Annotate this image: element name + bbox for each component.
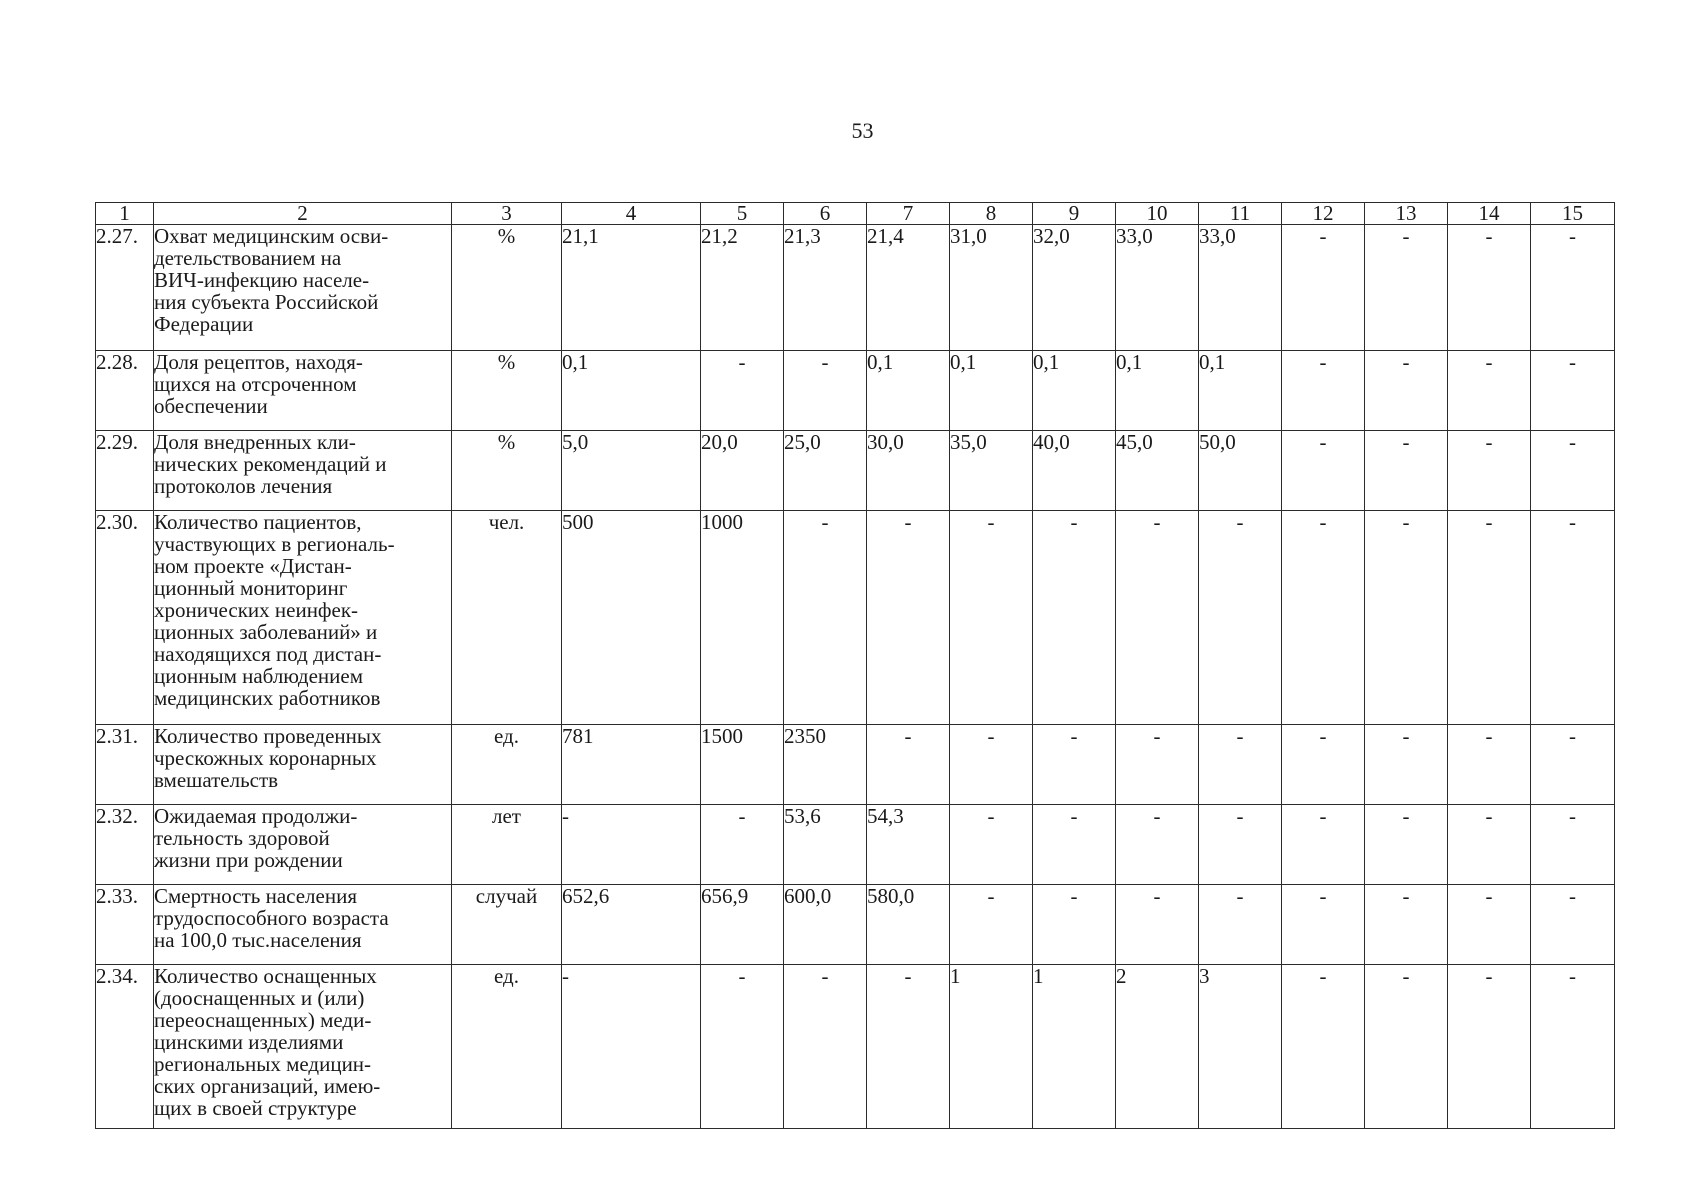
indicator-unit: ед.	[452, 725, 562, 805]
value-cell: 21,4	[867, 225, 950, 351]
value-cell: -	[1365, 805, 1448, 885]
table-row	[96, 885, 1615, 965]
value-cell: -	[701, 965, 784, 1129]
value-cell: -	[784, 351, 867, 431]
value-cell: 32,0	[1033, 225, 1116, 351]
value-cell: -	[1448, 511, 1531, 725]
column-header: 1	[96, 203, 154, 225]
table-row	[96, 511, 1615, 725]
value-cell: -	[562, 805, 701, 885]
indicator-name: Доля рецептов, находя- щихся на отсроченном обеспечении	[154, 351, 452, 431]
value-cell: 2350	[784, 725, 867, 805]
column-header: 5	[701, 203, 784, 225]
row-number: 2.28.	[96, 351, 154, 431]
indicator-unit: случай	[452, 885, 562, 965]
value-cell: -	[1033, 885, 1116, 965]
value-cell: -	[1199, 805, 1282, 885]
value-cell: 656,9	[701, 885, 784, 965]
value-cell: -	[784, 511, 867, 725]
row-number: 2.27.	[96, 225, 154, 351]
value-cell: 21,2	[701, 225, 784, 351]
value-cell: 50,0	[1199, 431, 1282, 511]
value-cell: -	[867, 511, 950, 725]
value-cell: -	[950, 805, 1033, 885]
value-cell: -	[1365, 225, 1448, 351]
value-cell: -	[1199, 511, 1282, 725]
value-cell: -	[1282, 431, 1365, 511]
value-cell: -	[1365, 511, 1448, 725]
indicator-name: Количество пациентов, участвующих в региональ- ном проекте «Дистан- ционный мониторинг хронических неинфек- ционных заболеваний» и находящихся под дистан- ционным наблюдением медицинских работников	[154, 511, 452, 725]
column-header: 7	[867, 203, 950, 225]
value-cell: -	[1448, 725, 1531, 805]
value-cell: 54,3	[867, 805, 950, 885]
indicator-unit: ед.	[452, 965, 562, 1129]
indicator-name: Количество проведенных чрескожных коронарных вмешательств	[154, 725, 452, 805]
table-row	[96, 431, 1615, 511]
value-cell: 20,0	[701, 431, 784, 511]
column-header: 15	[1531, 203, 1615, 225]
value-cell: 0,1	[950, 351, 1033, 431]
value-cell: -	[867, 725, 950, 805]
value-cell: 35,0	[950, 431, 1033, 511]
column-header: 12	[1282, 203, 1365, 225]
row-number: 2.31.	[96, 725, 154, 805]
value-cell: 40,0	[1033, 431, 1116, 511]
value-cell: -	[1531, 805, 1615, 885]
value-cell: -	[1531, 885, 1615, 965]
value-cell: -	[950, 885, 1033, 965]
value-cell: -	[867, 965, 950, 1129]
value-cell: 580,0	[867, 885, 950, 965]
row-number: 2.34.	[96, 965, 154, 1129]
value-cell: -	[950, 511, 1033, 725]
indicator-name: Смертность населения трудоспособного возраста на 100,0 тыс.населения	[154, 885, 452, 965]
table-row	[96, 225, 1615, 351]
row-number: 2.29.	[96, 431, 154, 511]
indicator-unit: %	[452, 431, 562, 511]
value-cell: 781	[562, 725, 701, 805]
value-cell: 0,1	[1033, 351, 1116, 431]
indicator-name: Ожидаемая продолжи- тельность здоровой жизни при рождении	[154, 805, 452, 885]
value-cell: -	[1365, 725, 1448, 805]
value-cell: -	[1448, 805, 1531, 885]
value-cell: -	[1033, 805, 1116, 885]
value-cell: -	[1531, 965, 1615, 1129]
value-cell: 33,0	[1116, 225, 1199, 351]
value-cell: -	[1033, 511, 1116, 725]
value-cell: -	[1282, 965, 1365, 1129]
row-number: 2.32.	[96, 805, 154, 885]
value-cell: 652,6	[562, 885, 701, 965]
column-header: 2	[154, 203, 452, 225]
value-cell: -	[1365, 431, 1448, 511]
indicator-name: Доля внедренных кли- нических рекомендаций и протоколов лечения	[154, 431, 452, 511]
table-row	[96, 805, 1615, 885]
value-cell: -	[562, 965, 701, 1129]
value-cell: -	[1282, 805, 1365, 885]
page-number: 53	[851, 118, 874, 143]
indicators-table	[95, 202, 1615, 1129]
column-header: 13	[1365, 203, 1448, 225]
value-cell: -	[1531, 225, 1615, 351]
value-cell: -	[1116, 725, 1199, 805]
value-cell: -	[1116, 511, 1199, 725]
column-header: 8	[950, 203, 1033, 225]
row-number: 2.30.	[96, 511, 154, 725]
value-cell: 53,6	[784, 805, 867, 885]
value-cell: -	[1531, 431, 1615, 511]
value-cell: -	[1531, 351, 1615, 431]
value-cell: -	[1033, 725, 1116, 805]
value-cell: -	[1448, 885, 1531, 965]
value-cell: -	[1365, 965, 1448, 1129]
value-cell: -	[1116, 885, 1199, 965]
value-cell: -	[1116, 805, 1199, 885]
value-cell: 1	[1033, 965, 1116, 1129]
column-header: 14	[1448, 203, 1531, 225]
value-cell: -	[1531, 511, 1615, 725]
column-header: 11	[1199, 203, 1282, 225]
value-cell: -	[701, 805, 784, 885]
value-cell: -	[950, 725, 1033, 805]
value-cell: -	[1282, 225, 1365, 351]
value-cell: -	[1448, 965, 1531, 1129]
column-header: 10	[1116, 203, 1199, 225]
indicator-name: Охват медицинским осви- детельствованием на ВИЧ-инфекцию населе- ния субъекта Российской Федерации	[154, 225, 452, 351]
value-cell: 1000	[701, 511, 784, 725]
value-cell: 5,0	[562, 431, 701, 511]
indicator-unit: чел.	[452, 511, 562, 725]
value-cell: 45,0	[1116, 431, 1199, 511]
value-cell: 21,3	[784, 225, 867, 351]
value-cell: 600,0	[784, 885, 867, 965]
value-cell: 21,1	[562, 225, 701, 351]
column-header: 3	[452, 203, 562, 225]
value-cell: -	[1448, 431, 1531, 511]
column-header: 9	[1033, 203, 1116, 225]
indicator-unit: %	[452, 225, 562, 351]
value-cell: -	[1365, 351, 1448, 431]
value-cell: 2	[1116, 965, 1199, 1129]
value-cell: 3	[1199, 965, 1282, 1129]
value-cell: -	[784, 965, 867, 1129]
value-cell: -	[1448, 225, 1531, 351]
value-cell: -	[1199, 885, 1282, 965]
column-header: 4	[562, 203, 701, 225]
value-cell: -	[1282, 725, 1365, 805]
column-header: 6	[784, 203, 867, 225]
value-cell: 0,1	[1199, 351, 1282, 431]
value-cell: -	[1448, 351, 1531, 431]
value-cell: -	[701, 351, 784, 431]
value-cell: -	[1282, 511, 1365, 725]
table-row	[96, 965, 1615, 1129]
value-cell: -	[1282, 885, 1365, 965]
table-row	[96, 725, 1615, 805]
row-number: 2.33.	[96, 885, 154, 965]
value-cell: -	[1199, 725, 1282, 805]
value-cell: 0,1	[1116, 351, 1199, 431]
table-header-row	[96, 203, 1615, 225]
value-cell: 0,1	[867, 351, 950, 431]
value-cell: 30,0	[867, 431, 950, 511]
value-cell: -	[1365, 885, 1448, 965]
value-cell: 500	[562, 511, 701, 725]
value-cell: 33,0	[1199, 225, 1282, 351]
value-cell: 31,0	[950, 225, 1033, 351]
value-cell: 1	[950, 965, 1033, 1129]
indicator-name: Количество оснащенных (дооснащенных и (или) переоснащенных) меди- цинскими изделиями региональных медицин- ских организаций, имею- щих в своей структуре	[154, 965, 452, 1129]
indicator-unit: лет	[452, 805, 562, 885]
value-cell: -	[1282, 351, 1365, 431]
table-row	[96, 351, 1615, 431]
value-cell: 0,1	[562, 351, 701, 431]
indicator-unit: %	[452, 351, 562, 431]
value-cell: 1500	[701, 725, 784, 805]
value-cell: -	[1531, 725, 1615, 805]
value-cell: 25,0	[784, 431, 867, 511]
